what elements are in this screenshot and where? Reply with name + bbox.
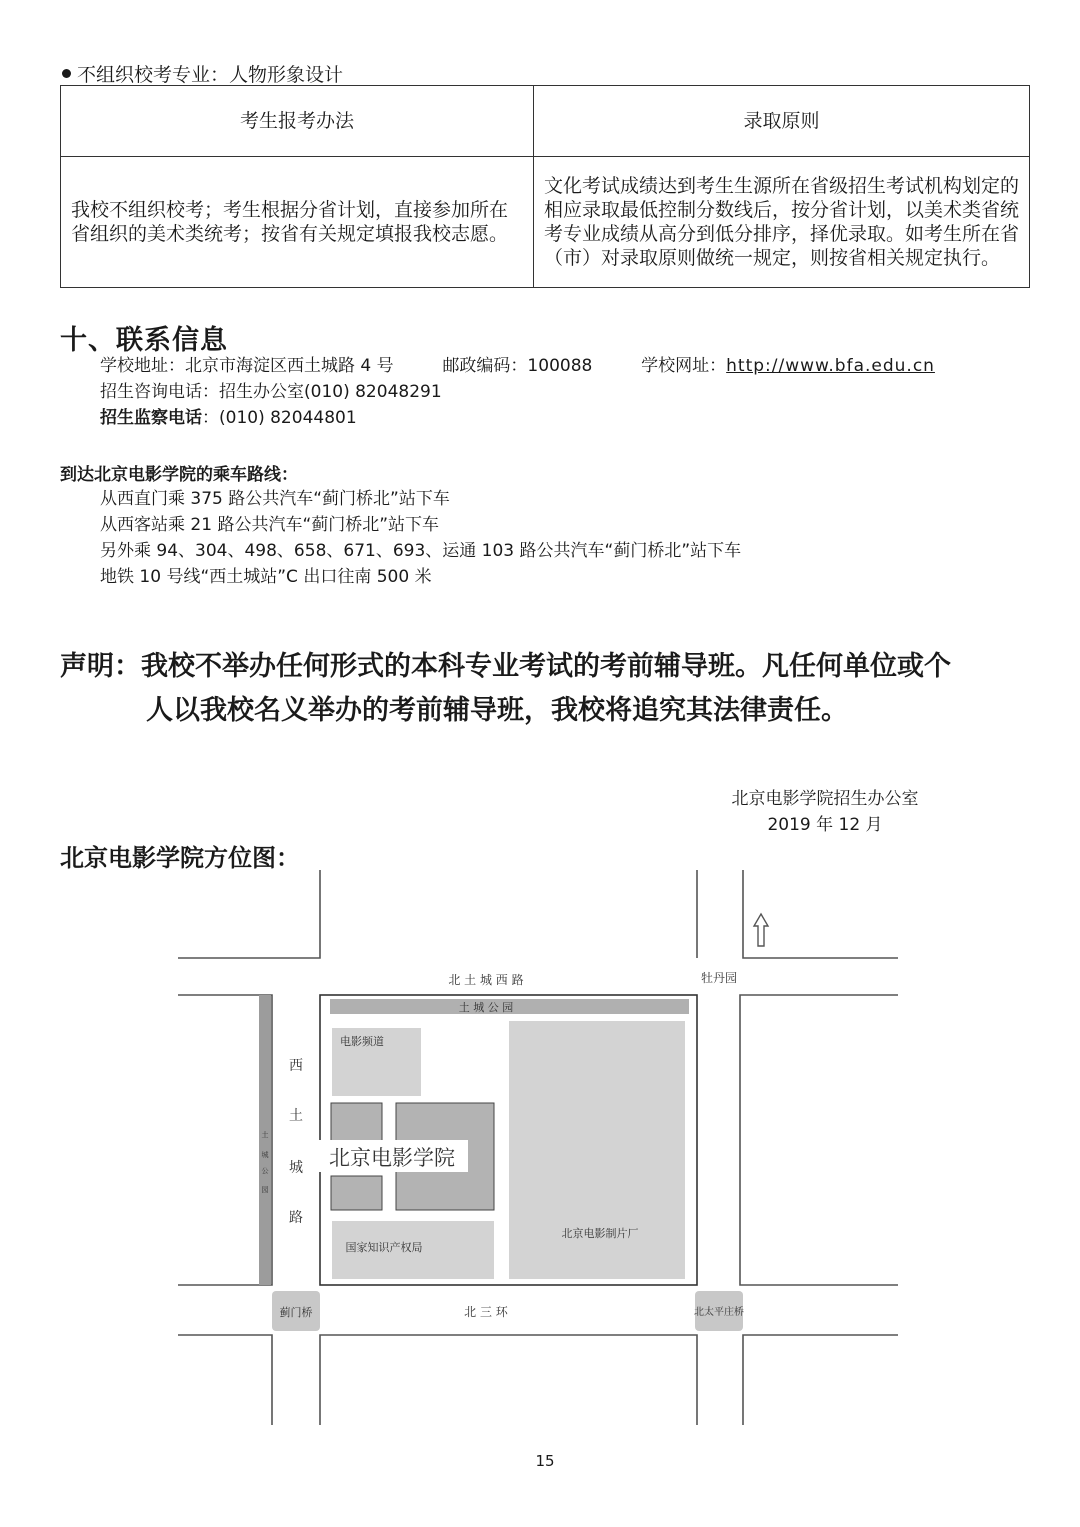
west-road-char: 土	[289, 1108, 303, 1124]
declaration-line1: 我校不举办任何形式的本科专业考试的考前辅导班。凡任何单位或个	[141, 651, 951, 682]
north-road-label: 北 土 城 西 路	[448, 973, 524, 987]
declaration	[60, 645, 1020, 733]
route-item: 另外乘 94、304、498、658、671、693、运通 103 路公共汽车“蓟门桥北”站下车	[100, 541, 742, 561]
park-side-char: 城	[261, 1151, 269, 1159]
movie-channel-label: 电影频道	[340, 1035, 384, 1048]
peony-label: 牡丹园	[700, 971, 738, 985]
academy-label: 北京电影学院	[329, 1146, 455, 1170]
academy-building	[331, 1103, 382, 1145]
website-label: 学校网址：	[641, 356, 727, 376]
map-road-edge	[178, 1335, 272, 1425]
school-address: 学校地址：北京市海淀区西土城路 4 号	[100, 356, 394, 376]
map-road-edge	[320, 1335, 697, 1425]
table-row	[61, 157, 1030, 288]
location-map	[0, 860, 1080, 1440]
postcode: 邮政编码：100088	[442, 356, 593, 376]
declaration-line2: 人以我校名义举办的考前辅导班，我校将追究其法律责任。	[146, 695, 848, 726]
park-side-char: 土	[261, 1131, 269, 1139]
non-exam-major-text: 不组织校考专业：人物形象设计	[77, 64, 344, 86]
map-road-edge	[743, 1335, 898, 1425]
park-strip-west	[259, 995, 271, 1285]
header-principle: 录取原则	[534, 86, 1030, 157]
taiping-bridge-label: 北太平庄桥	[694, 1307, 744, 1318]
section-title: 十、联系信息	[60, 325, 228, 356]
website-link[interactable]: http://www.bfa.edu.cn	[726, 356, 935, 376]
park-label: 土 城 公 园	[458, 1001, 514, 1014]
route-item: 地铁 10 号线“西土城站”C 出口往南 500 米	[100, 567, 432, 587]
west-road-char: 路	[289, 1210, 303, 1226]
signature	[700, 786, 950, 838]
cell-principle: 文化考试成绩达到考生生源所在省级招生考试机构划定的相应录取最低控制分数线后，按分省计划，以美术类省统考专业成绩从高分到低分排序，择优录取。如考生所在省（市）对录取原则做统一规定，则按省相关规定执行。	[534, 157, 1030, 288]
cell-method: 我校不组织校考；考生根据分省计划，直接参加所在省组织的美术类统考；按省有关规定填报我校志愿。	[61, 157, 534, 288]
west-road-char: 西	[289, 1058, 303, 1074]
map-road-edge	[178, 995, 272, 1285]
north-arrow-icon	[754, 914, 768, 946]
film-studio-building	[509, 1021, 685, 1279]
consult-phone: 招生咨询电话：招生办公室(010) 82048291	[100, 382, 442, 402]
map-road-edge	[740, 995, 898, 1285]
supervision-value: ：(010) 82044801	[202, 408, 357, 428]
route-title: 到达北京电影学院的乘车路线：	[60, 465, 298, 485]
route-item: 从西客站乘 21 路公共汽车“蓟门桥北”站下车	[100, 515, 440, 535]
map-title: 北京电影学院方位图：	[60, 844, 300, 872]
map-road-edge	[743, 870, 898, 958]
route-item: 从西直门乘 375 路公共汽车“蓟门桥北”站下车	[100, 489, 450, 509]
admission-table	[60, 85, 1030, 288]
jimen-bridge-label: 蓟门桥	[279, 1306, 313, 1319]
academy-building	[331, 1176, 382, 1210]
park-side-char: 园	[261, 1186, 269, 1194]
contact-line-address	[100, 353, 935, 379]
supervision-phone-line	[100, 405, 357, 431]
bullet-dot-icon	[62, 69, 71, 78]
signature-office: 北京电影学院招生办公室	[731, 789, 919, 809]
film-studio-label: 北京电影制片厂	[561, 1227, 639, 1240]
west-road-char: 城	[289, 1160, 303, 1176]
park-side-char: 公	[261, 1167, 269, 1175]
ip-office-label: 国家知识产权局	[345, 1241, 423, 1254]
page-number: 15	[535, 1452, 555, 1470]
south-road-label: 北 三 环	[464, 1305, 508, 1319]
declaration-lead: 声明：	[60, 651, 141, 682]
signature-date: 2019 年 12 月	[767, 815, 883, 835]
map-road-edge	[178, 870, 320, 958]
table-header-row	[61, 86, 1030, 157]
non-exam-major-line	[62, 60, 343, 87]
header-method: 考生报考办法	[61, 86, 534, 157]
supervision-label: 招生监察电话	[100, 408, 202, 428]
